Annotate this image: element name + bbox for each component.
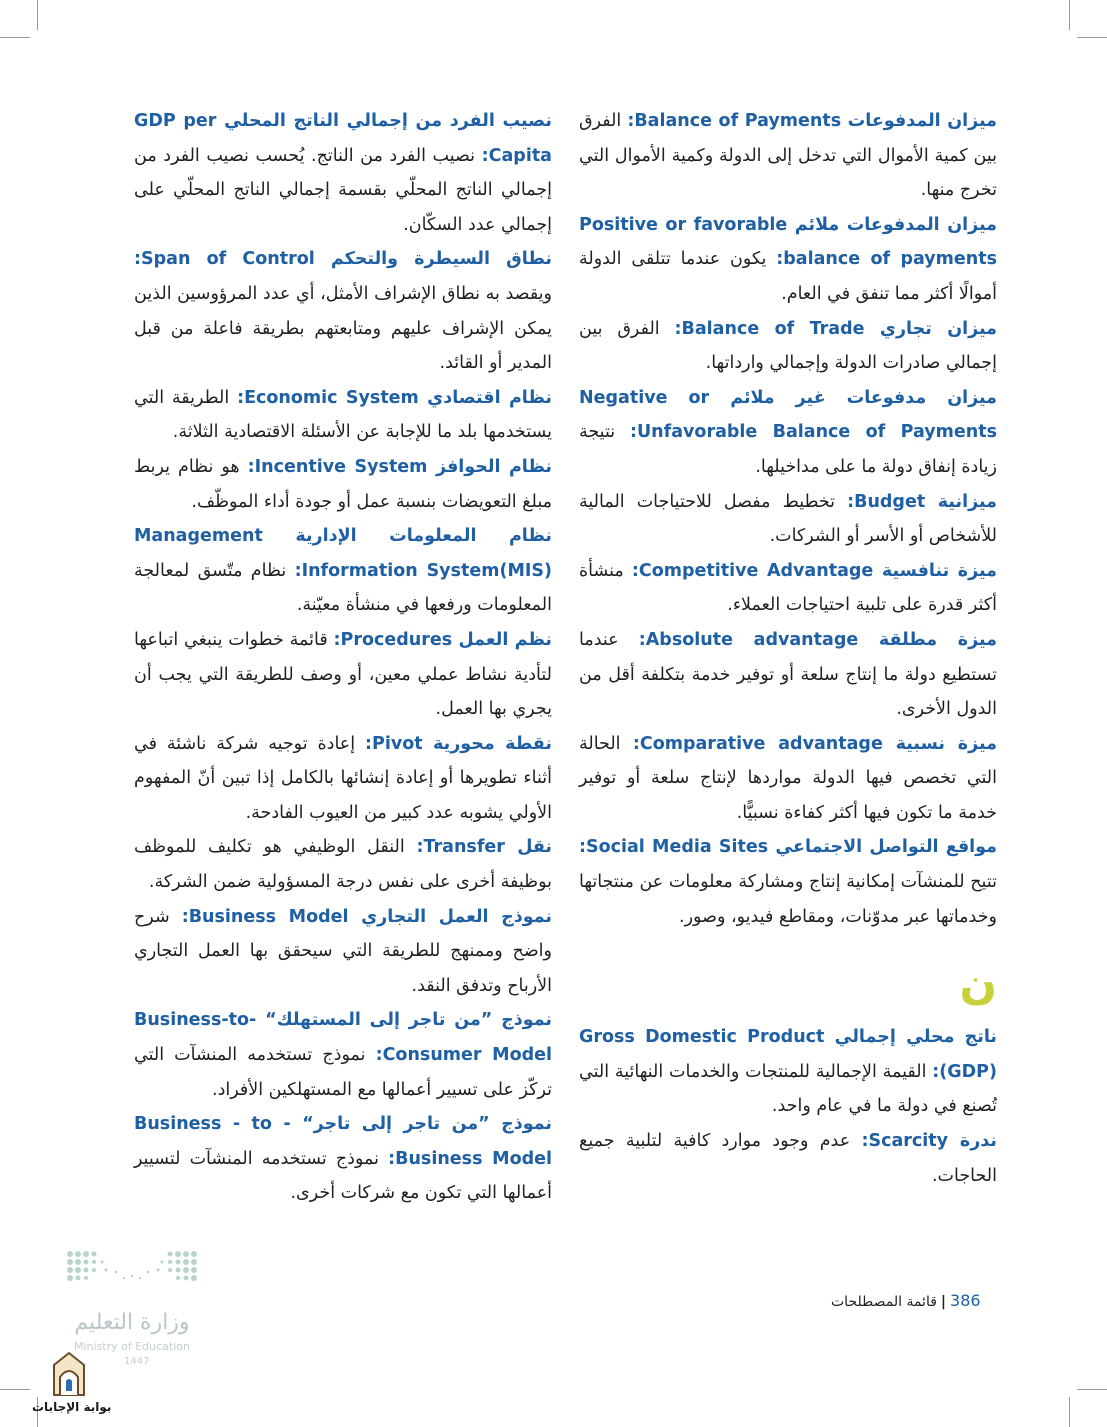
glossary-entry: [579, 485, 997, 554]
glossary-entry: [134, 623, 552, 727]
page-footer: [831, 1291, 981, 1310]
glossary-term: ميزة نسبية Comparative advantage:: [632, 733, 997, 754]
glossary-entry: [134, 519, 552, 623]
glossary-entry: [134, 104, 552, 242]
glossary-definition: تتيح للمنشآت إمكانية إنتاج ومشاركة معلومات عن منتجاتها وخدماتها عبر مدوّنات، ومقاطع فيديو، وصور.: [579, 872, 997, 927]
glossary-definition: شرح واضح وممنهج للطريقة التي سيحقق بها العمل التجاري الأرباح وتدفق النقد.: [134, 906, 552, 996]
glossary-term: نموذج العمل التجاري Business Model:: [181, 906, 552, 927]
glossary-term: ميزة تنافسية Competitive Advantage:: [631, 560, 997, 581]
glossary-entry: [134, 242, 552, 380]
ministry-dots-icon: [62, 1248, 202, 1288]
glossary-definition: القيمة الإجمالية للمنتجات والخدمات النهائية التي تُصنع في دولة ما في عام واحد.: [579, 1061, 997, 1117]
ministry-name-en: Ministry of Education: [73, 1340, 190, 1353]
glossary-term: مواقع التواصل الاجتماعي Social Media Sites:: [579, 837, 997, 858]
glossary-definition: إعادة توجيه شركة ناشئة في أثناء تطويرها أو إعادة إنشائها بالكامل إذا تبين أنّ المفهوم الأولي يشوبه عدد كبير من العيوب الفادحة.: [134, 733, 552, 823]
glossary-entry: [134, 381, 552, 450]
glossary-entry: [579, 830, 997, 934]
mosque-logo-icon: [48, 1351, 90, 1399]
glossary-entry: [579, 554, 997, 623]
glossary-list: [579, 104, 997, 934]
glossary-column-right: [579, 104, 997, 1193]
glossary-entry: [579, 727, 997, 831]
glossary-definition: النقل الوظيفي هو تكليف للموظف بوظيفة أخرى على نفس درجة المسؤولية ضمن الشركة.: [134, 837, 552, 893]
crop-mark: [37, 0, 38, 30]
glossary-definition: نتيجة زيادة إنفاق دولة ما على مداخيلها.: [579, 422, 997, 477]
glossary-term: ميزانية Budget:: [847, 491, 997, 512]
glossary-definition: نصيب الفرد من الناتج. يُحسب نصيب الفرد من إجمالي الناتج المحلّي بقسمة إجمالي الناتج المحلّي على إجمالي عدد السكّان.: [134, 145, 552, 235]
section-title: قائمة المصطلحات: [831, 1294, 937, 1310]
glossary-definition: عندما تستطيع دولة ما إنتاج سلعة أو توفير خدمة بتكلفة أقل من الدول الأخرى.: [579, 629, 997, 720]
glossary-term: نظام المعلومات الإدارية Management Information System(MIS):: [134, 526, 552, 581]
glossary-term: ميزان المدفوعات ملائم Positive or favorable balance of payments:: [579, 214, 997, 270]
crop-mark: [1069, 1397, 1070, 1427]
crop-mark: [1077, 1389, 1107, 1390]
glossary-term: ميزان تجاري Balance of Trade:: [674, 318, 997, 339]
glossary-entry: [579, 1020, 997, 1124]
crop-mark: [0, 1389, 30, 1390]
glossary-column-left: [134, 104, 552, 1211]
glossary-entry: [579, 381, 997, 485]
glossary-entry: [579, 312, 997, 381]
glossary-definition: قائمة خطوات ينبغي اتباعها لتأدية نشاط عملي معين، أو وصف للطريقة التي يجب أن يجري بها العمل.: [134, 629, 552, 720]
glossary-definition: ويقصد به نطاق الإشراف الأمثل، أي عدد المرؤوسين الذين يمكن الإشراف عليهم ومتابعتهم بطريقة فاعلة من قبل المدير أو القائد.: [134, 283, 552, 374]
glossary-entry: [134, 830, 552, 899]
glossary-term: نموذج ”من تاجر إلى المستهلك“ Business-to-Consumer Model:: [134, 1010, 552, 1066]
glossary-entry: [134, 450, 552, 519]
glossary-definition: الحالة التي تخصص فيها الدولة مواردها لإنتاج سلعة أو توفير خدمة ما تكون فيها أكثر كفاءة نسبيًّا.: [579, 733, 997, 823]
glossary-term: نقل Transfer:: [416, 837, 552, 858]
watermark-text: بوابة الإجابات: [32, 1400, 112, 1414]
glossary-entry: [579, 1124, 997, 1193]
glossary-term: ناتج محلي إجمالي Gross Domestic Product (GDP):: [579, 1027, 997, 1082]
glossary-definition: نموذج تستخدمه المنشآت لتسيير أعمالها التي تكون مع شركات أخرى.: [134, 1148, 552, 1204]
glossary-entry: [579, 623, 997, 727]
glossary-term: ميزان مدفوعات غير ملائم Negative or Unfavorable Balance of Payments:: [579, 387, 997, 443]
glossary-definition: هو نظام يربط مبلغ التعويضات بنسبة عمل أو جودة أداء الموظّف.: [134, 456, 552, 512]
glossary-term: ميزة مطلقة Absolute advantage:: [638, 629, 997, 650]
glossary-term: نصيب الفرد من إجمالي الناتج المحلي GDP per Capita:: [134, 111, 552, 166]
footer-divider: |: [940, 1294, 947, 1310]
glossary-term: نظام اقتصادي Economic System:: [237, 387, 552, 408]
glossary-entry: [134, 900, 552, 1004]
glossary-definition: تخطيط مفصل للاحتياجات المالية للأشخاص أو الأسر أو الشركات.: [579, 491, 997, 547]
glossary-definition: منشأة أكثر قدرة على تلبية احتياجات العملاء.: [579, 560, 997, 616]
glossary-definition: الفرق بين إجمالي صادرات الدولة وإجمالي وارداتها.: [579, 318, 997, 374]
glossary-term: ندرة Scarcity:: [861, 1131, 997, 1152]
glossary-entry: [134, 1107, 552, 1211]
ministry-name-ar: وزارة التعليم: [74, 1310, 190, 1335]
glossary-definition: نظام متّسق لمعالجة المعلومات ورفعها في منشأة معيّنة.: [134, 560, 552, 616]
section-letter: ن: [959, 958, 997, 1010]
crop-mark: [0, 37, 30, 38]
glossary-definition: نموذج تستخدمه المنشآت التي تركّز على تسيير أعمالها مع المستهلكين الأفراد.: [134, 1045, 552, 1100]
glossary-term: نظم العمل Procedures:: [333, 629, 553, 650]
glossary-term: نقطة محورية Pivot:: [365, 733, 552, 754]
glossary-list: [579, 1020, 997, 1193]
page-number: 386: [950, 1291, 981, 1310]
crop-mark: [1069, 0, 1070, 30]
glossary-term: نظام الحوافز Incentive System:: [247, 456, 552, 477]
glossary-definition: الفرق بين كمية الأموال التي تدخل إلى الدولة وكمية الأموال التي تخرج منها.: [579, 111, 997, 201]
glossary-definition: الطريقة التي يستخدمها بلد ما للإجابة عن الأسئلة الاقتصادية الثلاثة.: [134, 387, 552, 443]
glossary-entry: [134, 727, 552, 831]
glossary-term: نطاق السيطرة والتحكم Span of Control:: [134, 249, 552, 270]
glossary-entry: [579, 208, 997, 312]
crop-mark: [1077, 37, 1107, 38]
glossary-term: نموذج ”من تاجر إلى تاجر“ Business - to - Business Model:: [134, 1114, 552, 1169]
glossary-definition: عدم وجود موارد كافية لتلبية جميع الحاجات.: [579, 1131, 997, 1186]
glossary-entry: [134, 1003, 552, 1107]
glossary-term: ميزان المدفوعات Balance of Payments:: [627, 111, 997, 131]
glossary-list: [134, 104, 552, 1211]
glossary-definition: يكون عندما تتلقى الدولة أموالًا أكثر مما تنفق في العام.: [579, 249, 997, 304]
ministry-year: 1447: [124, 1356, 150, 1367]
glossary-entry: [579, 104, 997, 208]
